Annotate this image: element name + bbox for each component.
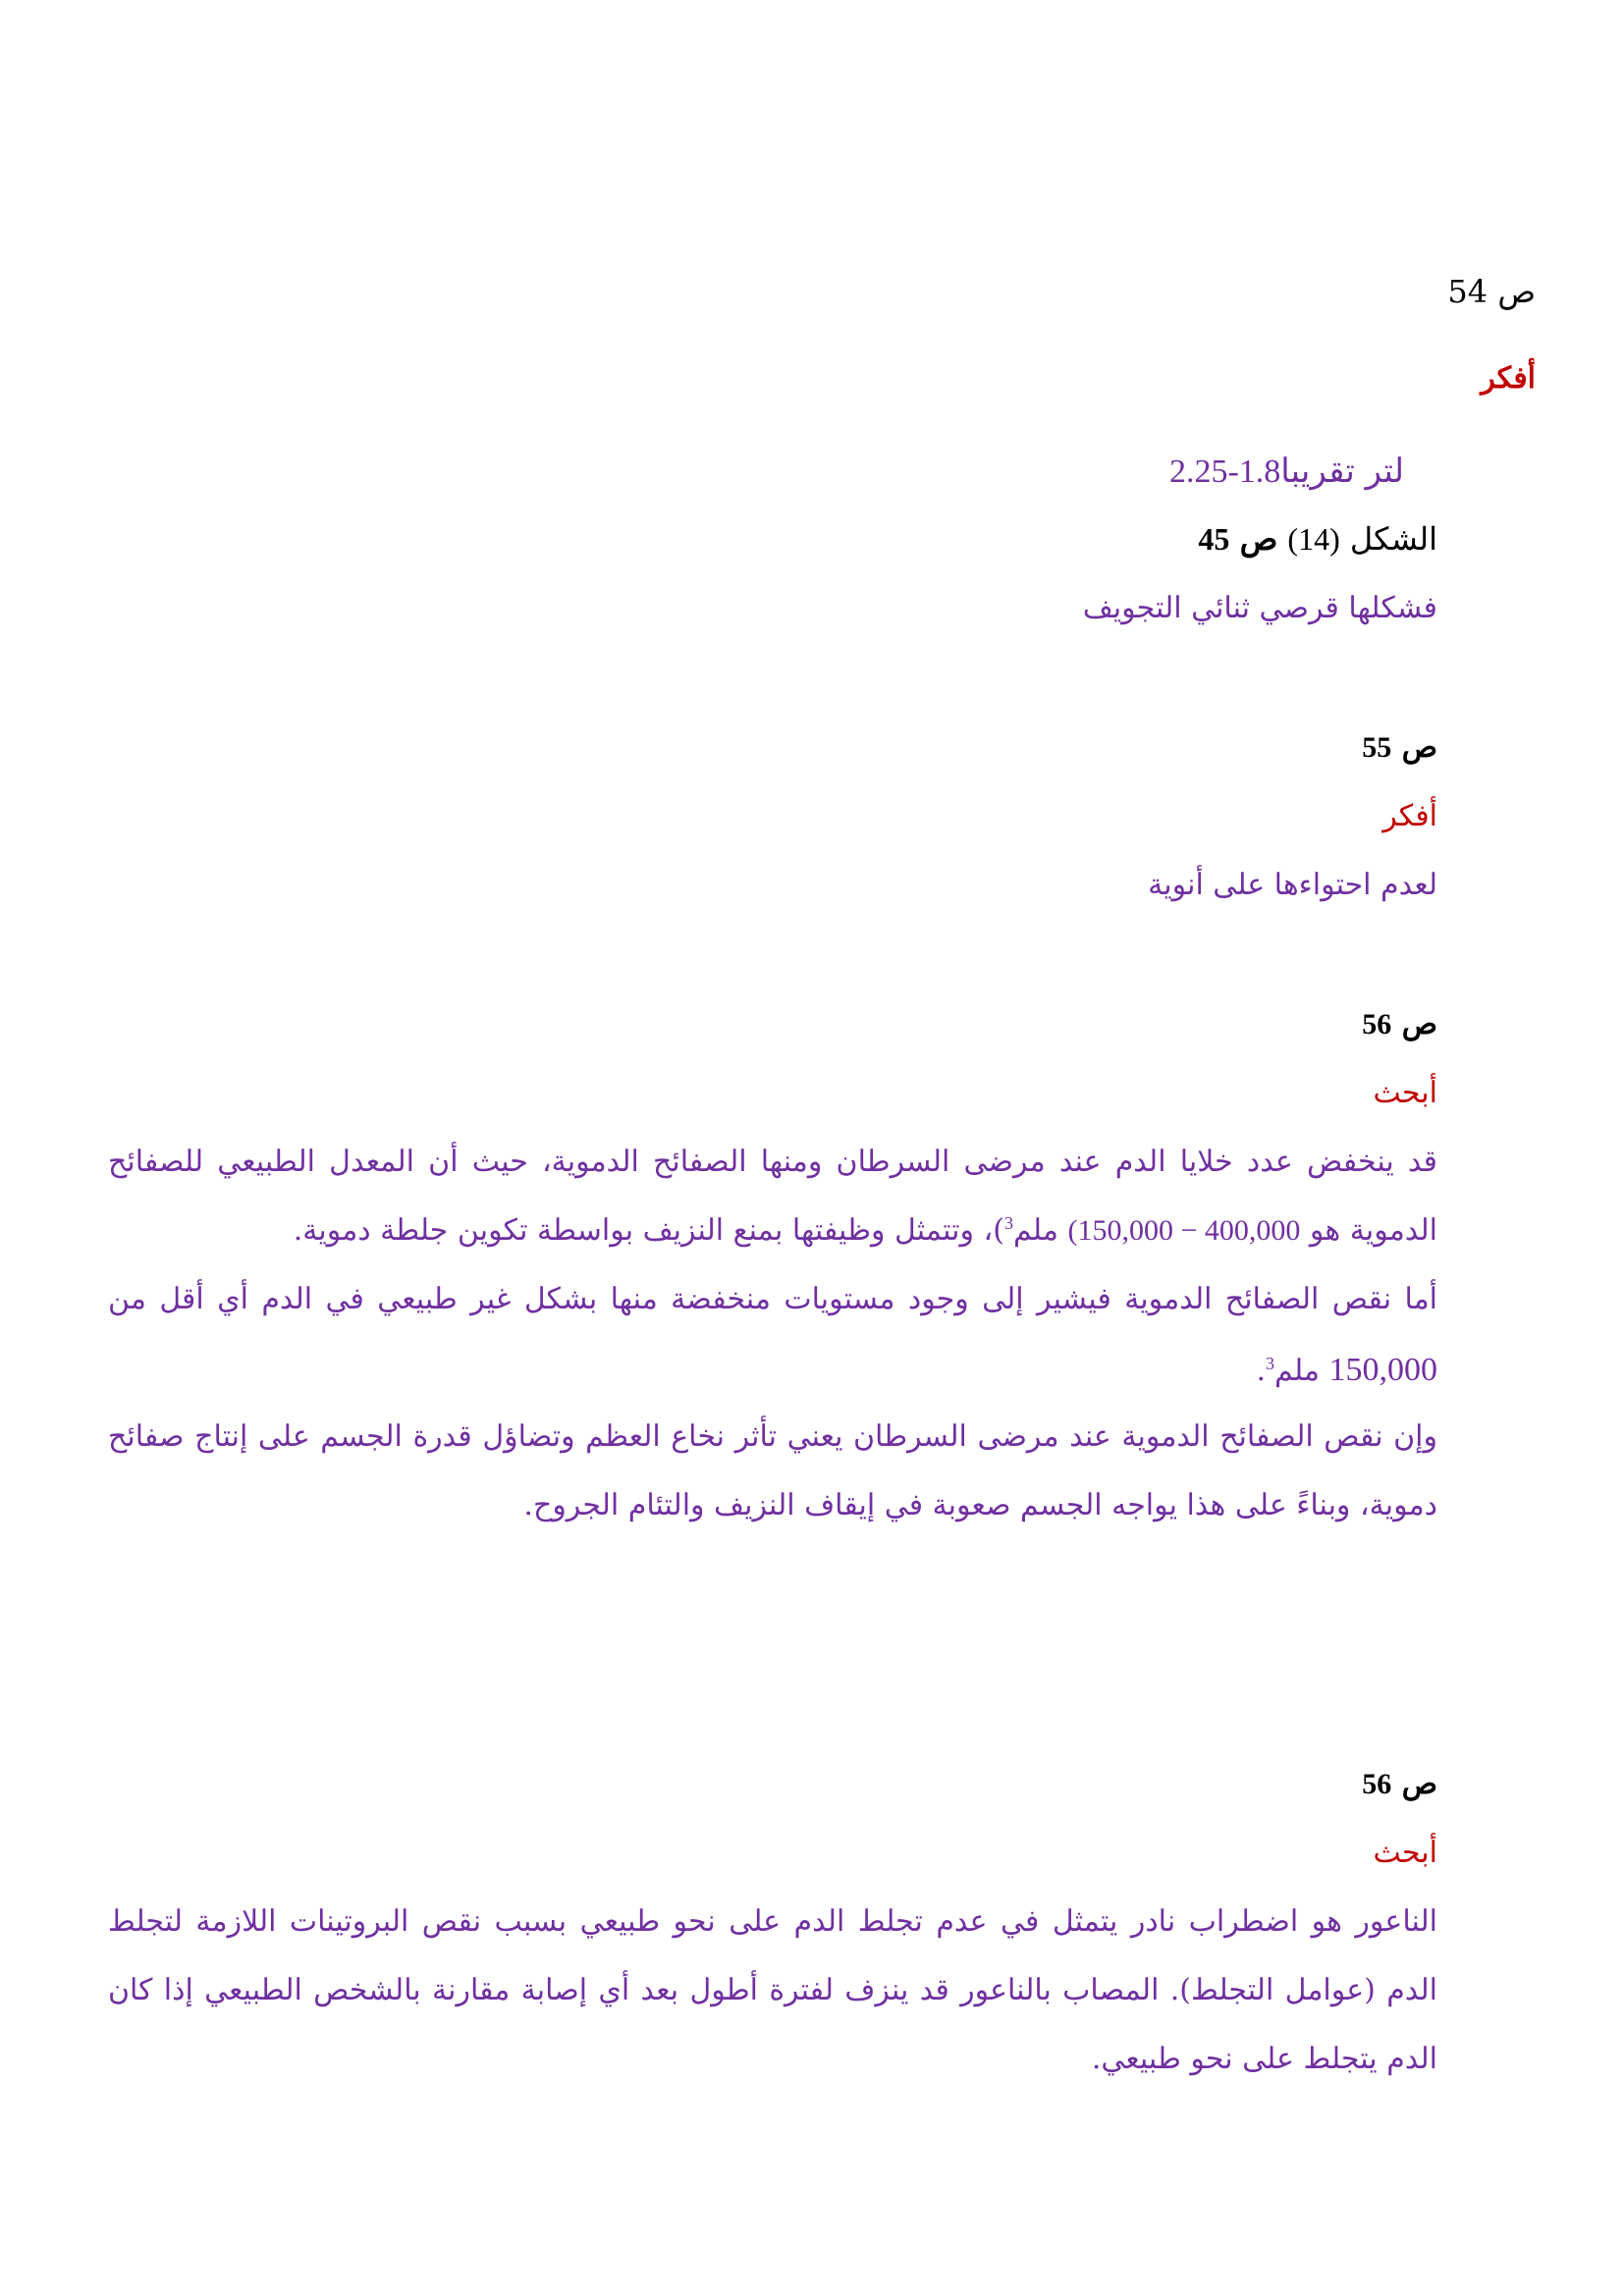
page-ref-label: ص: [1401, 1007, 1437, 1041]
page-ref-56-b: [1362, 1767, 1437, 1802]
heading-afakkir-2: أفكر: [1382, 799, 1437, 833]
page-ref-56-a: [1362, 1007, 1437, 1042]
range-answer: [1169, 452, 1404, 493]
range-label: لتر تقريبا: [1280, 452, 1404, 491]
heading-abhath-1: أبحث: [1373, 1076, 1437, 1110]
p1-range: (150,000 − 400,000: [1067, 1214, 1301, 1247]
heading-afakkir-1: أفكر: [1481, 361, 1536, 396]
figure-prefix: الشكل: [1349, 520, 1437, 558]
p1-sup: 3: [1003, 1213, 1013, 1233]
page-ref-54: ص 54: [1447, 273, 1536, 310]
figure-page-number: 45: [1198, 521, 1230, 557]
page-ref-number: 55: [1362, 731, 1392, 764]
platelets-p3-line2: دموية، وبناءً على هذا يواجه الجسم صعوبة في إيقاف النزيف والتئام الجروح.: [523, 1488, 1437, 1522]
platelets-p2-line2: [1256, 1351, 1437, 1391]
p2-sup: 3: [1265, 1354, 1274, 1373]
p2-value: 150,000: [1328, 1352, 1437, 1388]
page-ref-label: ص: [1401, 1767, 1437, 1801]
range-value: 2.25-1.8: [1168, 454, 1281, 490]
p1-line2-end: )، وتتمثل وظيفتها بمنع النزيف بواسطة تكوين جلطة دموية.: [293, 1213, 1004, 1248]
page-ref-55: [1362, 730, 1437, 766]
platelets-p2-line1: أما نقص الصفائح الدموية فيشير إلى وجود مستويات منخفضة منها بشكل غير طبيعي في الدم أي أقل من: [108, 1282, 1437, 1316]
p1-line2-start: الدموية هو: [1309, 1213, 1437, 1248]
answer-nuclei: لعدم احتواءها على أنوية: [1148, 868, 1437, 902]
figure-reference: [1198, 520, 1437, 558]
answer-shape: فشكلها قرصي ثنائي التجويف: [1082, 591, 1437, 625]
platelets-p1-line1: قد ينخفض عدد خلايا الدم عند مرضى السرطان ومنها الصفائح الدموية، حيث أن المعدل الطبيعي للصفائح: [108, 1145, 1437, 1179]
hemophilia-line2: الدم (عوامل التجلط). المصاب بالناعور قد ينزف لفترة أطول بعد أي إصابة مقارنة بالشخص الطبيعي إذا كان: [108, 1973, 1437, 2007]
figure-page-label: ص: [1239, 520, 1278, 558]
page-ref-number: 56: [1362, 1008, 1392, 1041]
heading-abhath-2: أبحث: [1373, 1836, 1437, 1870]
hemophilia-line1: الناعور هو اضطراب نادر يتمثل في عدم تجلط الدم على نحو طبيعي بسبب نقص البروتينات اللازمة لتجلط: [108, 1904, 1437, 1939]
figure-number: (14): [1287, 521, 1340, 557]
p1-unit: ملم: [1012, 1213, 1058, 1248]
page-ref-number: 56: [1362, 1768, 1392, 1800]
hemophilia-line3: الدم يتجلط على نحو طبيعي.: [1091, 2042, 1437, 2076]
platelets-p1-line2: [294, 1213, 1437, 1249]
p2-unit: ملم: [1273, 1354, 1320, 1388]
page-ref-label: ص: [1401, 730, 1437, 765]
p2-end: .: [1256, 1354, 1266, 1388]
platelets-p3-line1: وإن نقص الصفائح الدموية عند مرضى السرطان يعني تأثر نخاع العظم وتضاؤل قدرة الجسم على إنتاج صفائح: [108, 1419, 1437, 1454]
